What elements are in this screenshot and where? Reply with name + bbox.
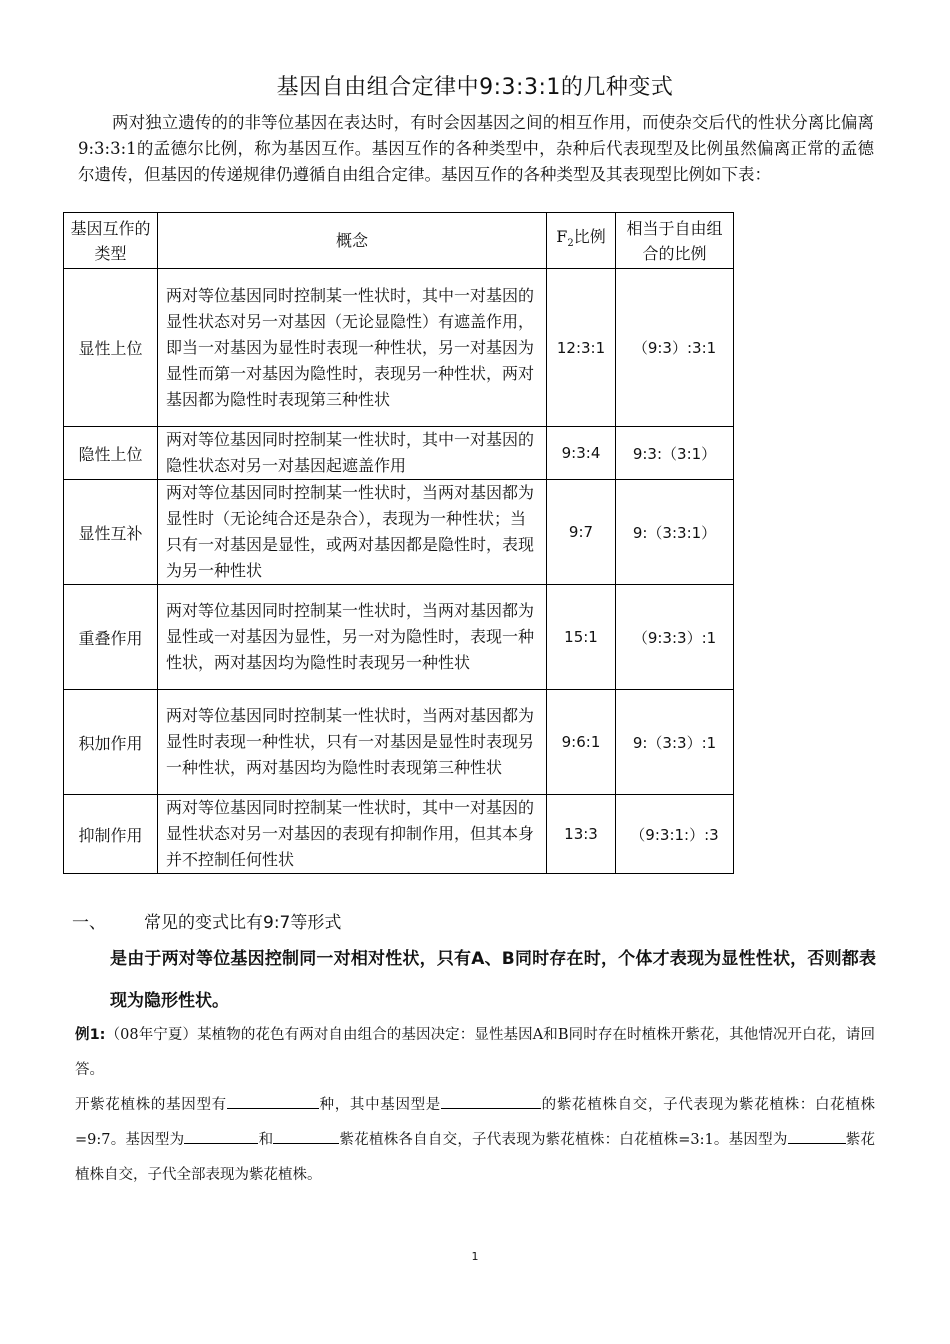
fill-text-6: 紫花植株自交，子代全部表现为紫花植株。 <box>75 1132 875 1183</box>
header-f2: $F_2$比例 <box>547 213 616 269</box>
gene-interaction-table <box>63 212 734 874</box>
table-header-row <box>64 213 734 269</box>
row-type: 积加作用 <box>64 690 158 795</box>
fill-text-4: 和 <box>258 1132 274 1148</box>
row-f2-ratio: 9:6:1 <box>547 690 616 795</box>
answer-blank-3[interactable] <box>184 1125 258 1144</box>
example-label: 例1: <box>75 1027 106 1043</box>
header-equivalent: 相当于自由组合的比例 <box>616 213 734 269</box>
answer-blank-4[interactable] <box>273 1125 339 1144</box>
example-1 <box>75 1018 875 1193</box>
answer-blank-1[interactable] <box>227 1090 319 1109</box>
fill-text-2: 种，其中基因型是 <box>318 1097 441 1113</box>
row-equivalent-ratio: （9:3:3）:1 <box>616 585 734 690</box>
page-number: 1 <box>471 1250 479 1263</box>
table-row <box>64 585 734 690</box>
row-type: 隐性上位 <box>64 427 158 480</box>
table-row <box>64 269 734 427</box>
page-title: 基因自由组合定律中9:3:3:1的几种变式 <box>276 75 674 100</box>
section-bold-paragraph: 是由于两对等位基因控制同一对相对性状，只有A、B同时存在时，个体才表现为显性性状，否则都表现为隐形性状。 <box>110 949 876 1011</box>
table-row <box>64 427 734 480</box>
row-concept: 两对等位基因同时控制某一性状时，当两对基因都为显性时（无论纯合还是杂合），表现为一种性状；当只有一对基因是显性，或两对基因都是隐性时，表现为另一种性状 <box>158 480 547 585</box>
example-fill-in <box>75 1088 875 1193</box>
row-concept: 两对等位基因同时控制某一性状时，其中一对基因的显性状态对另一对基因（无论显隐性）有遮盖作用，即当一对基因为显性时表现一种性状，另一对基因为显性而第一对基因为隐性时，表现另一种性状，两对基因都为隐性时表现第三种性状 <box>158 269 547 427</box>
section-title: 常见的变式比有9:7等形式 <box>144 913 342 933</box>
row-f2-ratio: 9:3:4 <box>547 427 616 480</box>
header-type: 基因互作的类型 <box>64 213 158 269</box>
row-f2-ratio: 12:3:1 <box>547 269 616 427</box>
table-row <box>64 795 734 874</box>
intro-text: 两对独立遗传的的非等位基因在表达时，有时会因基因之间的相互作用，而使杂交后代的性状分离比偏离9:3:3:1的孟德尔比例，称为基因互作。基因互作的各种类型中，杂种后代表现型及比例虽然偏离正常的孟德尔遗传，但基因的传递规律仍遵循自由组合定律。基因互作的各种类型及其表现型比例如下表： <box>78 113 874 184</box>
fill-text-3: 的紫花植株自交，子代表现为紫花植株：白花植株=9:7。基因型为 <box>75 1097 876 1148</box>
row-equivalent-ratio: 9:3:（3:1） <box>616 427 734 480</box>
row-concept: 两对等位基因同时控制某一性状时，其中一对基因的隐性状态对另一对基因起遮盖作用 <box>158 427 547 480</box>
section-heading <box>72 908 341 933</box>
answer-blank-2[interactable] <box>441 1090 541 1109</box>
row-type: 显性上位 <box>64 269 158 427</box>
row-concept: 两对等位基因同时控制某一性状时，当两对基因都为显性时表现一种性状，只有一对基因是显性时表现另一种性状，两对基因均为隐性时表现第三种性状 <box>158 690 547 795</box>
fill-text-1: 开紫花植株的基因型有 <box>75 1097 227 1113</box>
fill-text-5: 紫花植株各自自交，子代表现为紫花植株：白花植株=3:1。基因型为 <box>339 1132 788 1148</box>
row-type: 显性互补 <box>64 480 158 585</box>
answer-blank-5[interactable] <box>788 1125 846 1144</box>
row-f2-ratio: 9:7 <box>547 480 616 585</box>
row-concept: 两对等位基因同时控制某一性状时，其中一对基因的显性状态对另一对基因的表现有抑制作用，但其本身并不控制任何性状 <box>158 795 547 874</box>
row-equivalent-ratio: 9:（3:3:1） <box>616 480 734 585</box>
row-f2-ratio: 13:3 <box>547 795 616 874</box>
row-concept: 两对等位基因同时控制某一性状时，当两对基因都为显性或一对基因为显性，另一对为隐性时，表现一种性状，两对基因均为隐性时表现另一种性状 <box>158 585 547 690</box>
row-equivalent-ratio: （9:3）:3:1 <box>616 269 734 427</box>
row-equivalent-ratio: （9:3:1:）:3 <box>616 795 734 874</box>
row-type: 抑制作用 <box>64 795 158 874</box>
row-type: 重叠作用 <box>64 585 158 690</box>
header-concept: 概念 <box>158 213 547 269</box>
table-row <box>64 690 734 795</box>
example-question <box>75 1018 875 1088</box>
row-f2-ratio: 15:1 <box>547 585 616 690</box>
table-row <box>64 480 734 585</box>
row-equivalent-ratio: 9:（3:3）:1 <box>616 690 734 795</box>
example-question-text: （08年宁夏）某植物的花色有两对自由组合的基因决定：显性基因A和B同时存在时植株开紫花，其他情况开白花，请回答。 <box>75 1027 875 1078</box>
section-number: 一、 <box>72 913 106 933</box>
intro-paragraph <box>78 110 874 188</box>
